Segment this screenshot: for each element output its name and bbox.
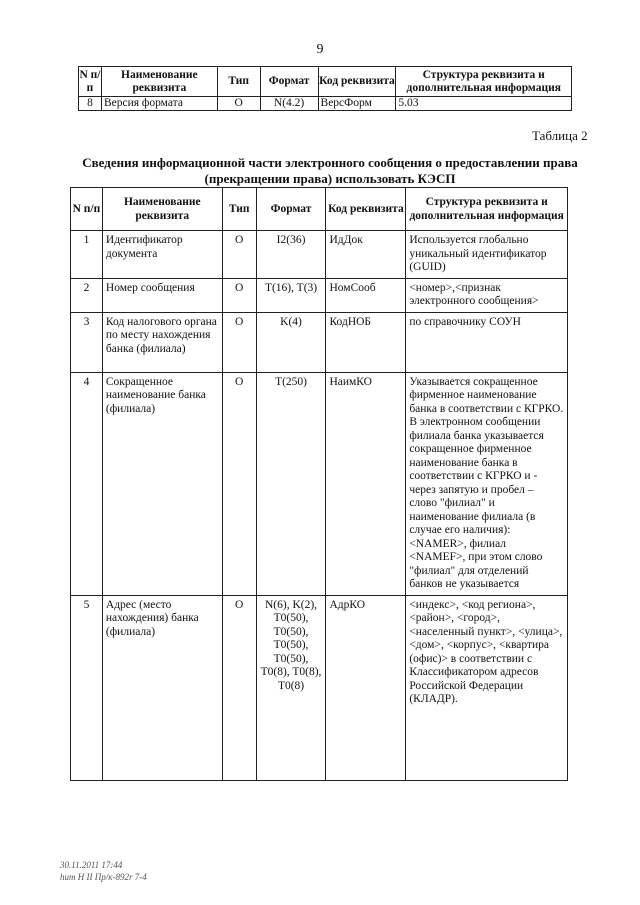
table-cell: О	[222, 372, 256, 595]
table-cell: О	[217, 97, 260, 111]
table-cell: 3	[71, 312, 103, 372]
footer-file-reference: hum H II Пр/к-892r 7-4	[60, 872, 147, 882]
table-2-header-row	[71, 188, 568, 231]
table-cell: Адрес (место нахождения) банка (филиала)	[102, 595, 222, 780]
table-header-cell: Наименование реквизита	[101, 67, 217, 97]
table-cell: НомСооб	[326, 278, 406, 312]
table-1	[78, 66, 572, 111]
table-cell: АдрКО	[326, 595, 406, 780]
table-cell: НаимКО	[326, 372, 406, 595]
table-header-cell: Тип	[217, 67, 260, 97]
table-cell: Сокращенное наименование банка (филиала)	[102, 372, 222, 595]
table-header-cell: Структура реквизита и дополнительная информация	[406, 188, 568, 231]
table-cell: Используется глобально уникальный идентификатор (GUID)	[406, 231, 568, 279]
table-cell: О	[222, 278, 256, 312]
table-cell: <индекс>, <код региона>, <район>, <город>, <населенный пункт>, <улица>, <дом>, <корпус>, <квартира (офис)> в соответствии с Классификатором адресов Российской Федерации (КЛАДР).	[406, 595, 568, 780]
table-cell: 1	[71, 231, 103, 279]
table-title: Сведения информационной части электронного сообщения о предоставлении права (прекращении права) использовать КЭСП	[82, 155, 578, 186]
table-cell: Код налогового органа по месту нахождения банка (филиала)	[102, 312, 222, 372]
table-cell: КодНОБ	[326, 312, 406, 372]
table-2	[70, 187, 568, 781]
table-cell: по справочнику СОУН	[406, 312, 568, 372]
table-cell: T(16), T(3)	[256, 278, 326, 312]
table-header-cell: Наименование реквизита	[102, 188, 222, 231]
table-header-cell: Формат	[256, 188, 326, 231]
table-row	[71, 595, 568, 780]
table-header-cell: Структура реквизита и дополнительная информация	[396, 67, 572, 97]
table-row	[71, 372, 568, 595]
table-row	[71, 312, 568, 372]
table-cell: 4	[71, 372, 103, 595]
page-number: 9	[316, 42, 324, 57]
table-cell: ИдДок	[326, 231, 406, 279]
table-cell: Указывается сокращенное фирменное наименование банка в соответствии с КГРКО. В электронном сообщении филиала банка указывается сокращенное фирменное наименование банка в соответствии с КГРКО и - через запятую и пробел – слово "филиал" и наименование филиала (в случае его наличия): <NAMER>, филиал <NAMEF>, при этом слово "филиал" для отделений банков не указывается	[406, 372, 568, 595]
table-row	[71, 231, 568, 279]
table-cell: <номер>,<признак электронного сообщения>	[406, 278, 568, 312]
table-cell: N(6), K(2), T0(50), T0(50), T0(50), T0(50), T0(8), T0(8), T0(8)	[256, 595, 326, 780]
table-cell: О	[222, 595, 256, 780]
table-header-cell: Тип	[222, 188, 256, 231]
table-cell: Идентификатор документа	[102, 231, 222, 279]
table-cell: 5	[71, 595, 103, 780]
table-cell: 8	[79, 97, 102, 111]
table-cell: I2(36)	[256, 231, 326, 279]
table-header-cell: Код реквизита	[326, 188, 406, 231]
table-cell: Версия формата	[101, 97, 217, 111]
table-header-cell: Код реквизита	[318, 67, 396, 97]
footer-timestamp: 30.11.2011 17:44	[60, 860, 123, 870]
table-caption: Таблица 2	[532, 128, 588, 143]
table-cell: T(250)	[256, 372, 326, 595]
table-cell: О	[222, 312, 256, 372]
table-cell: 5.03	[396, 97, 572, 111]
table-row	[79, 97, 572, 111]
table-cell: ВерсФорм	[318, 97, 396, 111]
table-1-header-row	[79, 67, 572, 97]
table-header-cell: N п/п	[71, 188, 103, 231]
table-header-cell: N п/п	[79, 67, 102, 97]
table-cell: Номер сообщения	[102, 278, 222, 312]
table-cell: 2	[71, 278, 103, 312]
table-cell: О	[222, 231, 256, 279]
table-cell: K(4)	[256, 312, 326, 372]
table-header-cell: Формат	[260, 67, 318, 97]
table-cell: N(4.2)	[260, 97, 318, 111]
table-row	[71, 278, 568, 312]
